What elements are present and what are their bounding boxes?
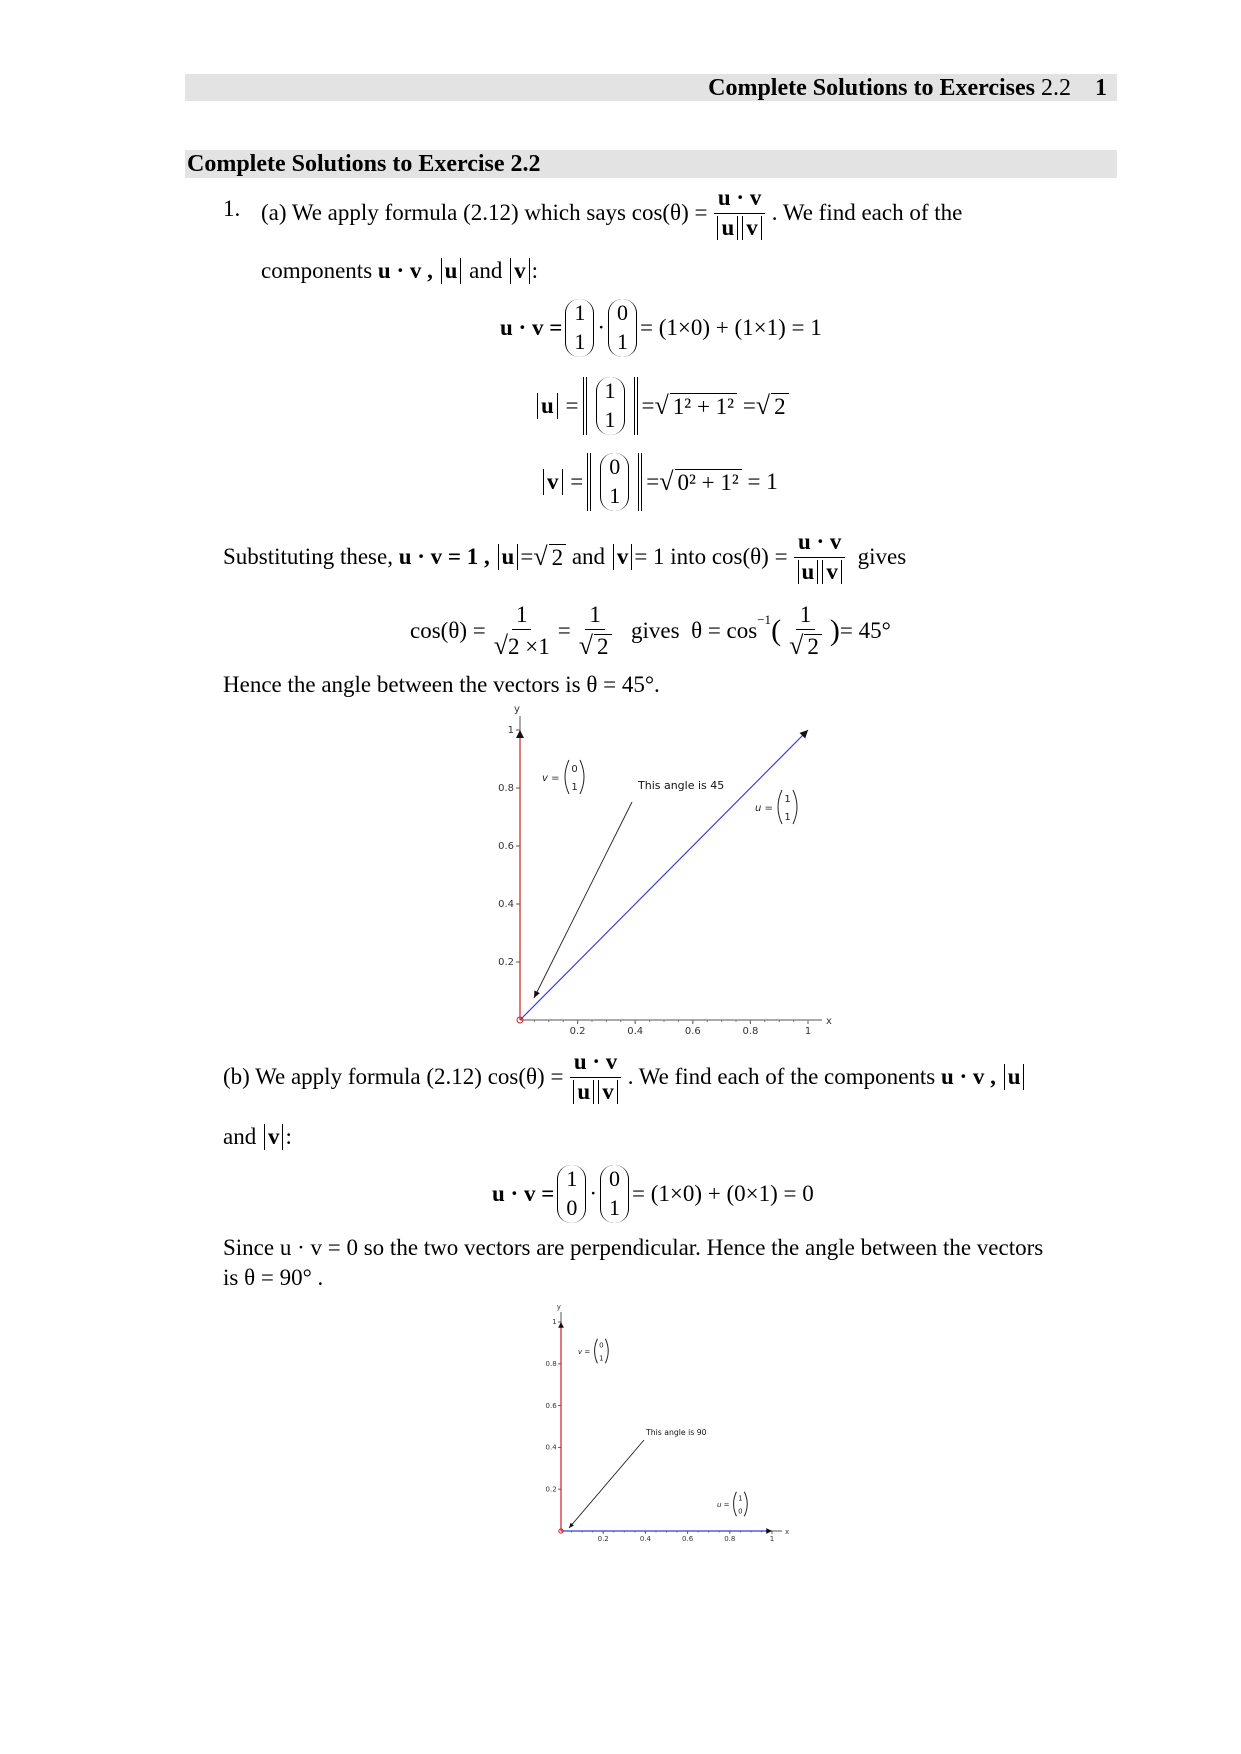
header-section: 2.2 [1041,75,1071,101]
v-annotation-right-paren [580,760,584,794]
u-annotation-right-paren [793,790,797,824]
eq2-radicand: 1² + 1² [670,393,737,420]
v-annotation-top: 0 [599,1341,604,1350]
x-axis-label: x [784,1527,790,1536]
y-tick-label: 0.2 [545,1485,557,1494]
x-tick-label: 0.6 [684,1026,701,1037]
since-line-1: Since u · v = 0 so the two vectors are perpendicular. Hence the angle between the vectors [223,1235,1044,1260]
part-b-intro: (b) We apply formula (2.12) cos(θ) = $\frac{u \cdot v}{\text{u v}}$ . We find each of the components u · v , u [223,1044,1026,1110]
subst-uv: u · v = 1 , [398,544,490,569]
arrowhead-u [766,1528,772,1534]
x-tick-label: 0.8 [742,1026,759,1037]
cos-computation: cos(θ) = $\frac{1}{√2 \times 1}$ = $\frac{1}{√ 2}$ gives θ = cos $^{-1}$ ( $\frac{1}{√ 2}$ ) = 45° [410,601,891,660]
part-a-intro-end: . We find each of the [771,200,963,225]
vector-u [520,730,808,1020]
u-annotation-top: 1 [738,1494,743,1503]
angle-pointer [569,1440,644,1528]
y-tick-label: 0.2 [498,957,514,968]
u-annotation-label: u = [717,1500,730,1509]
colon: : [531,258,539,283]
header-title: Complete Solutions to Exercises [708,75,1035,101]
angle-annotation: This angle is 45 [638,779,725,792]
y-tick-label: 1 [552,1318,557,1327]
cos-result: = 45° [839,618,891,643]
subst-eq: = [520,544,534,569]
components-text: components [261,258,373,283]
angle-90-plot [530,1292,800,1547]
u-annotation-bottom: 1 [784,812,791,823]
components-line [261,254,538,288]
uv-label: u · v , [377,258,433,283]
item-number: 1. [223,196,241,221]
equation-dot-product: u · v = 1 1 · 0 1 = (1×0) + (1×1) = 1 [500,296,822,360]
page-number: 1 [1095,75,1107,101]
x-tick-label: 1 [769,1535,775,1544]
u-annotation-left-paren [778,790,782,824]
y-tick-label: 1 [507,725,514,736]
v-annotation-bottom: 1 [571,782,578,793]
v-annotation-left-paren [595,1339,598,1363]
part-a-intro-text: (a) We apply formula (2.12) which says [261,200,626,225]
y-axis-label: y [514,704,520,715]
header-text [708,75,1107,102]
y-tick-label: 0.6 [498,841,514,852]
part-b-eq-rhs: = (1×0) + (0×1) = 0 [632,1181,814,1206]
x-tick-label: 0.2 [569,1026,586,1037]
v-annotation-label: v = [578,1347,591,1356]
part-b-intro-end: . We find each of the components [627,1064,936,1089]
formula-numerator: u · v [717,185,762,211]
y-tick-label: 0.4 [498,899,514,910]
subst-text: Substituting these, [223,544,393,569]
u-annotation-right-paren [744,1492,747,1516]
v-annotation-right-paren [605,1339,608,1363]
subst-into: = 1 into [634,544,707,569]
equation-norm-u: u = 1 1 = √ 1² + 1² = √ 2 [535,374,789,438]
v-annotation-left-paren [565,760,569,794]
theta-eq: θ = cos [691,618,758,643]
y-tick-label: 0.6 [545,1401,557,1410]
part-b-intro-text: (b) We apply formula (2.12) [223,1064,482,1089]
x-tick-label: 0.8 [724,1535,736,1544]
y-tick-label: 0.8 [498,783,514,794]
equation-norm-v: v = 0 1 = √ 0² + 1² = 1 [541,450,778,514]
x-tick-label: 0.6 [682,1535,694,1544]
x-tick-label: 1 [804,1026,812,1037]
cos-theta: cos(θ) = [631,200,708,225]
arrowhead-v [558,1322,564,1328]
and-text: and [469,258,503,283]
u-annotation-label: u = [755,803,773,814]
norm-u: u [721,214,735,240]
x-tick-label: 0.4 [627,1026,644,1037]
part-b-cos: cos(θ) = [487,1064,564,1089]
part-b-line2: and v : [223,1124,292,1149]
part-b-uv: u · v , [940,1064,996,1089]
eq3-rhs: = 1 [747,469,778,494]
angle-annotation: This angle is 90 [646,1428,707,1437]
x-tick-label: 0.4 [639,1535,651,1544]
v-annotation-bottom: 1 [599,1354,604,1363]
part-b-and: and [223,1124,257,1149]
norm-v: v [746,214,758,240]
angle-pointer [534,802,632,998]
eq2-eq: = [641,393,655,418]
vector-u: 1 1 [565,299,594,356]
eq1-rhs: = (1×0) + (1×1) = 1 [640,315,822,340]
part-b-dot-product: u · v = 1 0 · 0 1 = (1×0) + (0×1) = 0 [492,1162,814,1226]
arrowhead-v [516,730,524,738]
x-tick-label: 0.2 [597,1535,609,1544]
subst-gives: gives [857,544,907,569]
eq3-v: v [547,469,559,494]
substitution-line: Substituting these, u · v = 1 , u = √ 2 and v = 1 into cos(θ) = $\frac{u \cdot v}{\text{u v}}$ gives [223,529,907,584]
hence-45: Hence the angle between the vectors is θ = 45°. [223,672,660,697]
u-annotation-top: 1 [784,794,791,805]
v-annotation-top: 0 [571,764,578,775]
u-annotation-left-paren [734,1492,737,1516]
eq2-sqrt2: 2 [771,393,789,420]
running-header [185,74,1117,101]
eq2-u: u [541,393,554,418]
eq3-radicand: 0² + 1² [675,469,742,496]
y-tick-label: 0.4 [545,1443,557,1452]
angle-45-plot [470,702,850,1042]
y-axis-label: y [556,1303,561,1312]
cos-gives: gives [631,618,680,643]
vector-v: 0 1 [608,299,637,356]
section-title: Complete Solutions to Exercise 2.2 [187,151,541,177]
section-heading [185,150,1117,178]
part-a-intro [261,180,962,246]
norm-u-label: u [444,258,458,283]
eq1-lhs: u · v = [500,315,563,340]
y-tick-label: 0.8 [545,1359,557,1368]
subst-fraction: $\frac{u \cdot v}{\text{u v}}$ [792,530,848,583]
part-b-eq-lhs: u · v = [492,1181,555,1206]
x-axis-label: x [826,1016,832,1027]
eq2-eq2: = [742,393,756,418]
subst-and: and [571,544,606,569]
cos-lhs: cos(θ) = [410,618,486,643]
u-annotation-bottom: 0 [738,1507,743,1516]
formula-fraction [711,186,767,239]
since-line-2: is θ = 90° . [223,1265,324,1290]
norm-v-label: v [514,258,526,283]
subst-cos: cos(θ) = [711,544,788,569]
v-annotation-label: v = [542,773,560,784]
